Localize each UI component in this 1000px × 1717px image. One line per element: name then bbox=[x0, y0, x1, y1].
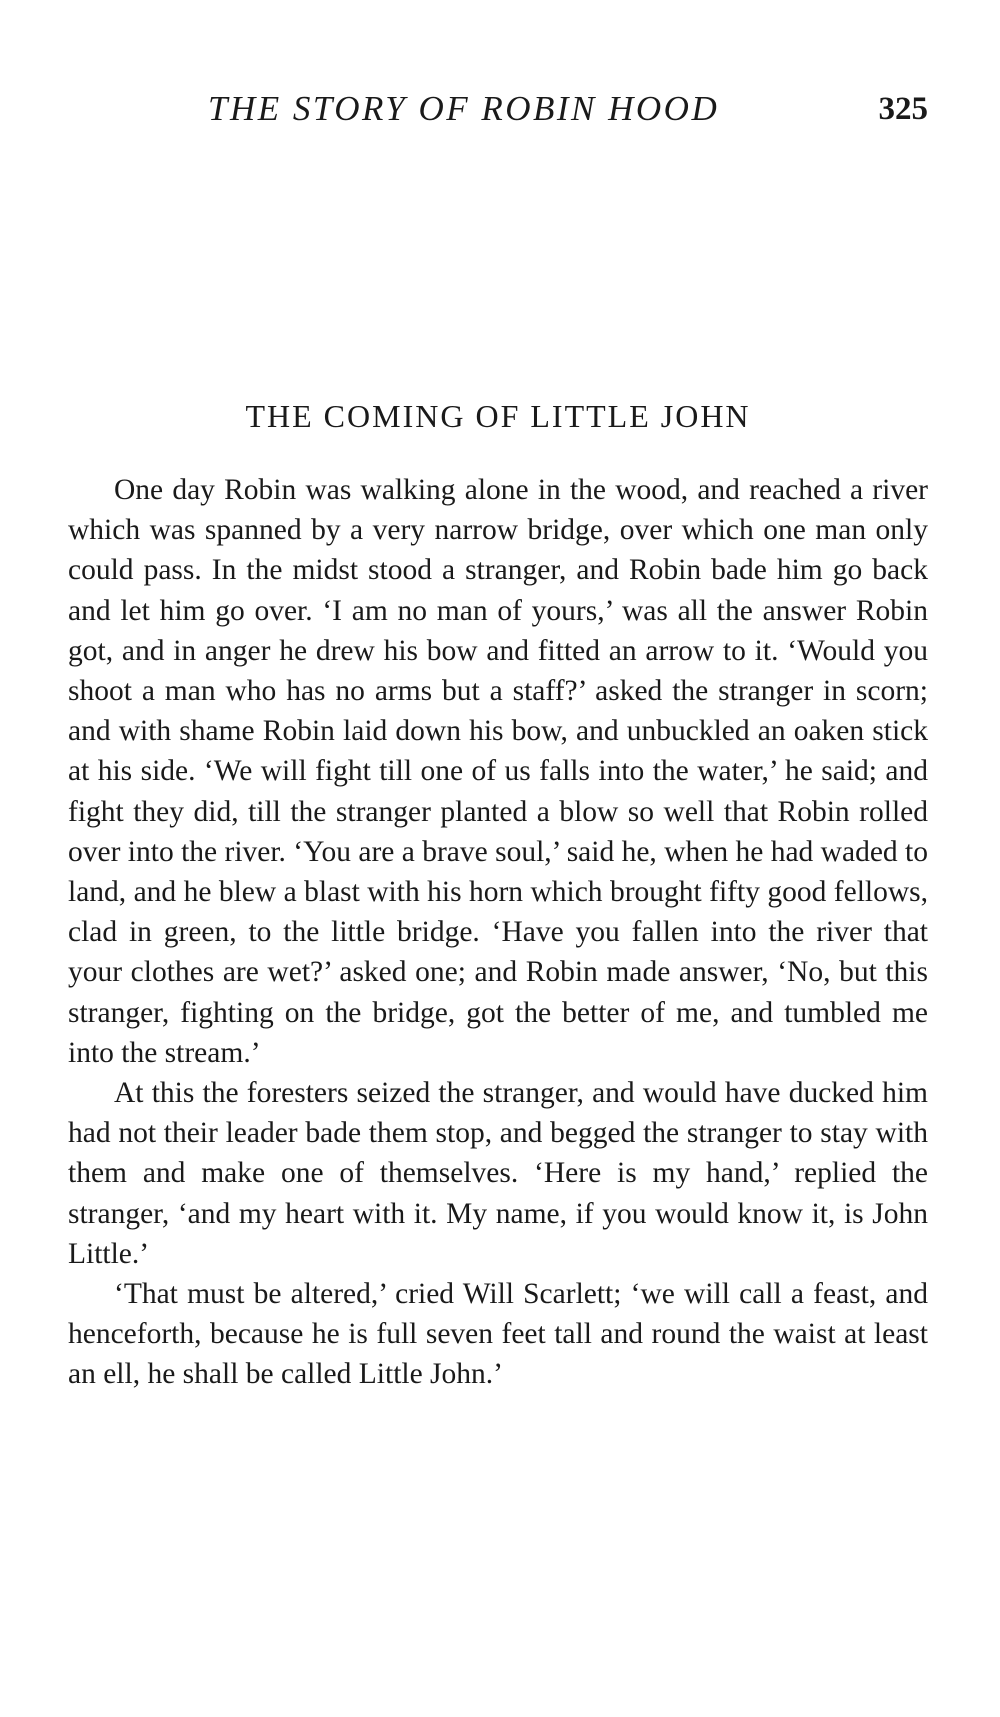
paragraph-2: At this the foresters seized the stranger, and would have ducked him had not their leader bade them stop, and begged the stranger to stay with them and make one of themselves. ‘Here is my hand,’ replied the stranger, ‘and my heart with it. My name, if you would know it, is John Little.’ bbox=[68, 1077, 928, 1270]
paragraph-3: ‘That must be altered,’ cried Will Scarlett; ‘we will call a feast, and henceforth, because he is full seven feet tall and round the waist at least an ell, he shall be called Little John.’ bbox=[68, 1278, 928, 1391]
page-header bbox=[208, 84, 928, 134]
running-title: THE STORY OF ROBIN HOOD bbox=[208, 89, 720, 128]
paragraph-1: One day Robin was walking alone in the wood, and reached a river which was spanned by a very narrow bridge, over which one man only could pass. In the midst stood a stranger, and Robin bade him go back and let him go over. ‘I am no man of yours,’ was all the answer Robin got, and in anger he drew his bow and fitted an arrow to it. ‘Would you shoot a man who has no arms but a staff?’ asked the stranger in scorn; and with shame Robin laid down his bow, and unbuckled an oaken stick at his side. ‘We will fight till one of us falls into the water,’ he said; and fight they did, till the stranger planted a blow so well that Robin rolled over into the river. ‘You are a brave soul,’ said he, when he had waded to land, and he blew a blast with his horn which brought fifty good fellows, clad in green, to the little bridge. ‘Have you fallen into the river that your clothes are wet?’ asked one; and Robin made answer, ‘No, but this stranger, fighting on the bridge, got the better of me, and tumbled me into the stream.’ bbox=[68, 474, 928, 1069]
page-number: 325 bbox=[878, 91, 928, 127]
chapter-title: THE COMING OF LITTLE JOHN bbox=[245, 398, 751, 434]
body-text bbox=[68, 470, 928, 1395]
